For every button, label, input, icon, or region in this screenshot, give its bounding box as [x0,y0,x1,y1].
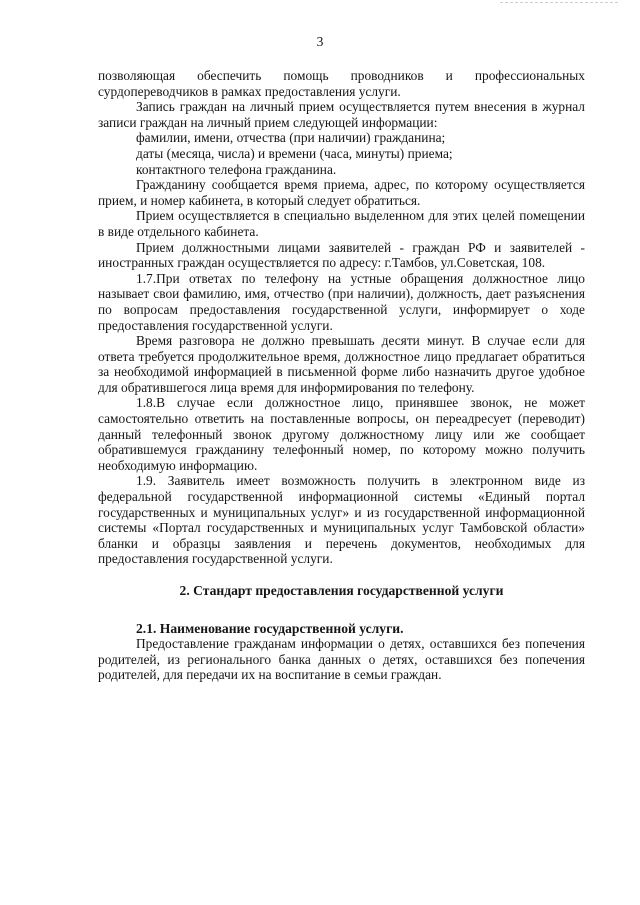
list-item-name: фамилии, имени, отчества (при наличии) гражданина; [136,130,446,146]
scan-artifact-line [500,2,618,4]
paragraph-reception-address: Прием должностными лицами заявителей - граждан РФ и заявителей - иностранных граждан осуществляется по адресу: г.Тамбов, ул.Советская, 108. [98,239,585,271]
subsection-heading: 2.1. Наименование государственной услуги. [136,620,404,636]
paragraph-continuation: позволяющая обеспечить помощь проводников и профессиональных сурдопереводчиков в рамках предоставления услуги. [98,68,585,99]
section-heading: 2. Стандарт предоставления государственной услуги [179,583,504,598]
paragraph-reception-room: Прием осуществляется в специально выделенном для этих целей помещении в виде отдельного кабинета. [98,208,585,239]
paragraph-1-7: 1.7.При ответах по телефону на устные обращения должностное лицо называет свои фамилию, имя, отчество (при наличии), должность, дает разъяснения по вопросам предоставления государственной услуги, информирует о ходе предоставления государственной услуги. [98,270,585,333]
paragraph-service-name: Предоставление гражданам информации о детях, оставшихся без попечения родителей, из регионального банка данных о детях, оставшихся без попечения родителей, для передачи их на воспитание в семьи граждан. [98,636,585,683]
paragraph-appointment-info: Гражданину сообщается время приема, адрес, по которому осуществляется прием, и номер кабинета, в который следует обратиться. [98,177,585,208]
paragraph-appointment-journal: Запись граждан на личный прием осуществляется путем внесения в журнал записи граждан на личный прием следующей информации: [98,99,585,130]
paragraph-1-8: 1.8.В случае если должностное лицо, принявшее звонок, не может самостоятельно ответить на поставленные вопросы, он переадресует (переводит) данный телефонный звонок другому должностному лицу или же сообщает обратившемуся гражданину телефонный номер, по которому можно получить необходимую информацию. [98,395,585,473]
paragraph-call-duration: Время разговора не должно превышать десяти минут. В случае если для ответа требуется продолжительное время, должностное лицо предлагает обратиться за необходимой информацией в письменной форме либо назначить другое удобное для обратившегося лица время для информирования по телефону. [98,333,585,395]
document-body [98,68,585,683]
paragraph-1-9: 1.9. Заявитель имеет возможность получить в электронном виде из федеральной государственной информационной системы «Единый портал государственных и муниципальных услуг» и из государственной информационной системы «Портал государственных и муниципальных услуг Тамбовской области» бланки и образцы заявления и перечень документов, необходимых для предоставления государственной услуги. [98,473,585,567]
list-item-phone: контактного телефона гражданина. [136,161,337,177]
page-number: 3 [316,34,324,49]
list-item-date-time: даты (месяца, числа) и времени (часа, минуты) приема; [136,145,453,161]
